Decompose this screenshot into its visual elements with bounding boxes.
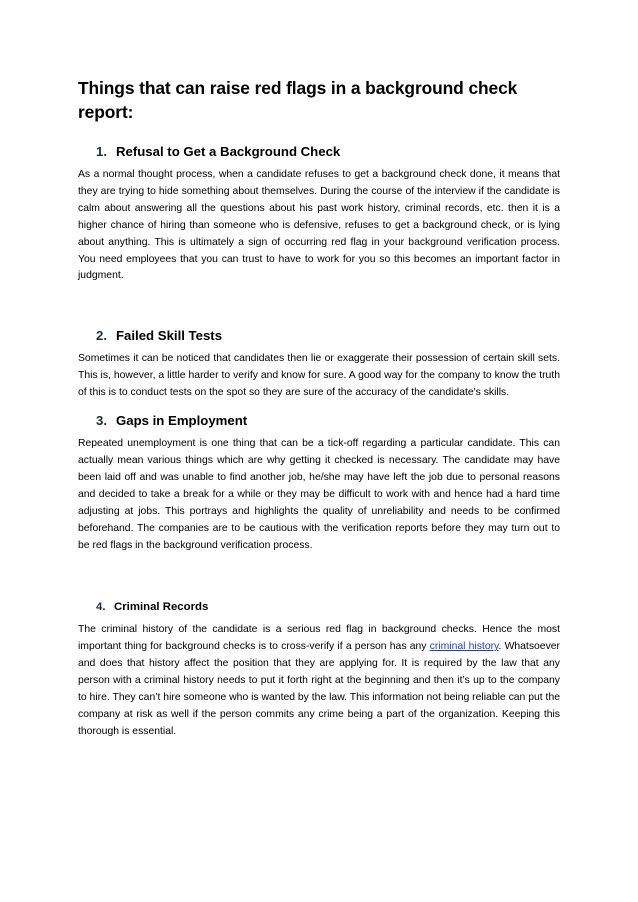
section-refusal bbox=[78, 143, 560, 285]
section-number: 4. bbox=[96, 601, 106, 614]
body-text-after-link: . Whatsoever and does that history affect the position that they are applying for. It is required by the law that any person with a criminal history needs to put it forth right at the beginning and then it’s up to the company to hire. They can’t hire someone who is wanted by the law. This information not being reliable can put the company at risk as well if the person commits any crime being a part of the organization. Keeping this thorough is essential. bbox=[78, 641, 561, 737]
section-gaps-in-employment bbox=[78, 412, 560, 554]
section-title: Criminal Records bbox=[114, 601, 209, 614]
body-text-before-link: The criminal history of the candidate is a serious red flag in background checks. Hence the most important thing for background checks is to cross-verify if a person has any bbox=[78, 624, 560, 653]
criminal-history-link[interactable]: criminal history bbox=[429, 641, 499, 653]
section-number: 1. bbox=[96, 144, 107, 159]
document-title: Things that can raise red flags in a background check report: bbox=[78, 78, 518, 122]
section-failed-skill-tests bbox=[78, 327, 560, 402]
section-number: 2. bbox=[96, 328, 107, 344]
section-title: Gaps in Employment bbox=[116, 413, 248, 429]
section-body bbox=[78, 622, 560, 740]
section-body: Sometimes it can be noticed that candidates then lie or exaggerate their possession of certain skill sets. This is, however, a little harder to verify and know for sure. A good way for the company to know the truth of this is to conduct tests on the spot so they are sure of the accuracy of the candidate's skills. bbox=[78, 353, 560, 399]
section-body: As a normal thought process, when a candidate refuses to get a background check done, it means that they are trying to hide something about themselves. During the course of the interview if the candidate is calm about answering all the questions about his past work history, criminal records, etc. then it is a higher chance of hiring than someone who is defensive, refuses to get a background check, or is lying about anything. This is ultimately a sign of occurring red flag in your background verification process. You need employees that you can trust to have to work for you so this becomes an important factor in judgment. bbox=[78, 169, 560, 282]
section-title: Failed Skill Tests bbox=[116, 328, 223, 344]
section-number: 3. bbox=[96, 413, 107, 429]
section-criminal-records bbox=[78, 598, 560, 740]
section-heading bbox=[96, 412, 560, 430]
section-heading bbox=[96, 327, 560, 345]
section-body: Repeated unemployment is one thing that can be a tick-off regarding a particular candidate. This can actually mean various things which are why getting it checked is necessary. The candidate may have been laid off and was unable to find another job, he/she may have left the job due to personal reasons and decided to take a break for a while or they may be difficult to work with and hence had a hard time adjusting at jobs. This portrays and highlights the quality of unreliability and needs to be confirmed beforehand. The companies are to be cautious with the verification reports before they may turn out to be red flags in the background verification process. bbox=[78, 438, 560, 551]
section-heading bbox=[96, 598, 560, 616]
section-title: Refusal to Get a Background Check bbox=[116, 144, 341, 159]
section-heading bbox=[96, 143, 560, 161]
